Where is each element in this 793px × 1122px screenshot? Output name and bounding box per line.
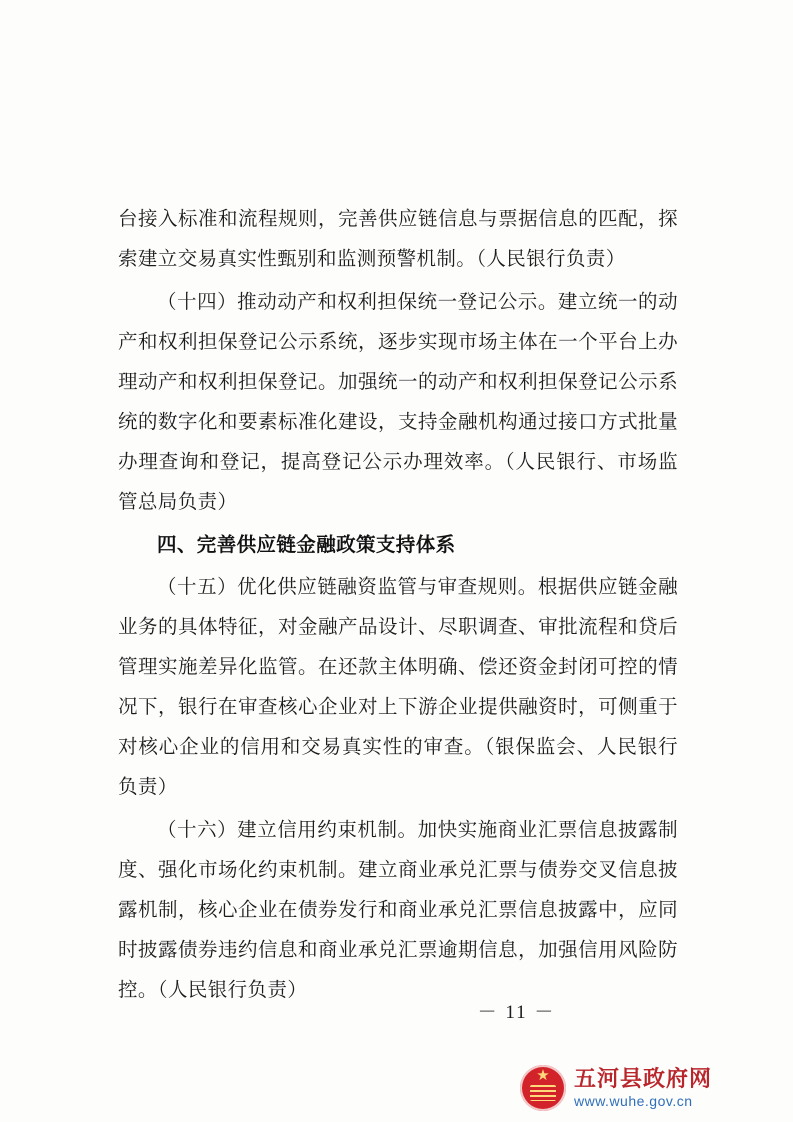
paragraph-continued: 台接入标准和流程规则，完善供应链信息与票据信息的匹配，探索建立交易真实性甄别和监测预警机制。（人民银行负责） — [118, 209, 678, 270]
watermark-text — [574, 1067, 712, 1110]
national-emblem-icon — [520, 1065, 566, 1111]
paragraph-item-14: （十四）推动动产和权利担保统一登记公示。建立统一的动产和权利担保登记公示系统，逐步实现市场主体在一个平台上办理动产和权利担保登记。加强统一的动产和权利担保登记公示系统的数字化和要素标准化建设，支持金融机构通过接口方式批量办理查询和登记，提高登记公示办理效率。（人民银行、市场监管总局负责） — [118, 292, 678, 513]
section-heading: 四、完善供应链金融政策支持体系 — [157, 535, 456, 556]
page-number: － 11 － — [477, 1002, 556, 1023]
paragraph-item-16: （十六）建立信用约束机制。加快实施商业汇票信息披露制度、强化市场化约束机制。建立商业承兑汇票与债券交叉信息披露机制，核心企业在债券发行和商业承兑汇票信息披露中，应同时披露债券违约信息和商业承兑汇票逾期信息，加强信用风险防控。（人民银行负责） — [118, 820, 678, 1001]
watermark-site-name: 五河县政府网 — [574, 1065, 713, 1091]
site-watermark — [520, 1058, 770, 1118]
paragraph-item-15: （十五）优化供应链融资监管与审查规则。根据供应链金融业务的具体特征，对金融产品设计、尽职调查、审批流程和贷后管理实施差异化监管。在还款主体明确、偿还资金封闭可控的情况下，银行在审查核心企业对上下游企业提供融资时，可侧重于对核心企业的信用和交易真实性的审查。（银保监会、人民银行负责） — [118, 577, 678, 798]
document-body — [118, 200, 678, 1014]
watermark-url: www.wuhe.gov.cn — [574, 1092, 693, 1109]
